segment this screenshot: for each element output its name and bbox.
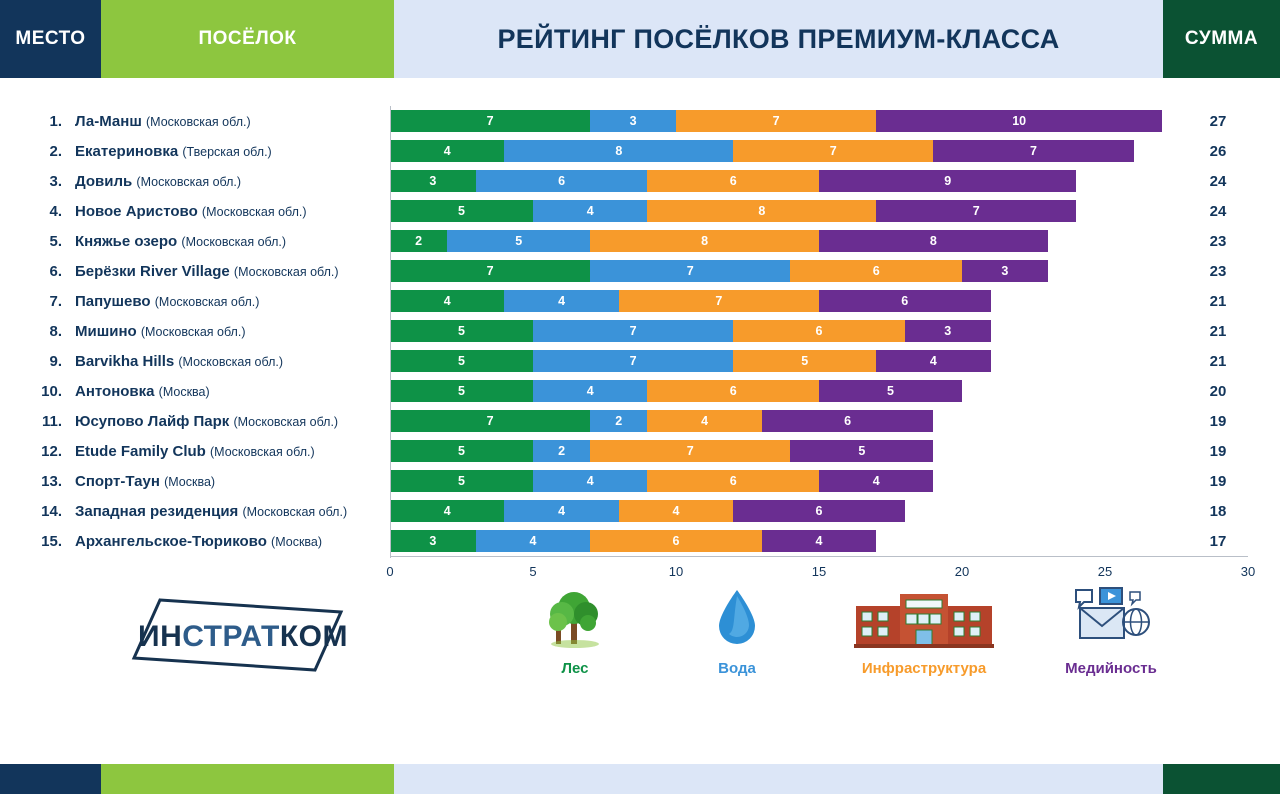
- row-rank: 11.: [41, 412, 62, 430]
- row-total: 19: [1209, 412, 1227, 430]
- table-row: [0, 286, 1280, 316]
- village-region: (Московская обл.): [178, 354, 284, 369]
- row-village-name: [75, 443, 385, 460]
- stacked-bar: [390, 410, 933, 432]
- stacked-bar: [390, 290, 991, 312]
- bar-segment-медийность: 9: [819, 170, 1076, 192]
- table-row: [0, 496, 1280, 526]
- legend-label-media: Медийность: [1065, 660, 1157, 677]
- bar-segment-медийность: 4: [819, 470, 933, 492]
- building-icon: [844, 582, 1004, 648]
- bar-segment-лес: 5: [390, 470, 533, 492]
- table-row: [0, 106, 1280, 136]
- village-region: (Московская обл.): [136, 174, 242, 189]
- bar-segment-медийность: 10: [876, 110, 1162, 132]
- row-rank: 5.: [49, 232, 62, 250]
- table-row: [0, 316, 1280, 346]
- row-village-name: [75, 533, 385, 550]
- row-village-name: [75, 293, 385, 310]
- row-village-name: [75, 503, 385, 520]
- stacked-bar: [390, 260, 1048, 282]
- row-rank: 15.: [41, 532, 62, 550]
- bar-segment-медийность: 4: [876, 350, 990, 372]
- village-region: (Московская обл.): [210, 444, 315, 459]
- row-total: 21: [1209, 322, 1227, 340]
- village-name-main: Новое Аристово: [75, 202, 202, 220]
- village-region: (Москва): [158, 384, 210, 399]
- bar-segment-вода: 7: [533, 320, 733, 342]
- stacked-bar: [390, 140, 1134, 162]
- village-name-main: Архангельское-Тюриково: [75, 532, 272, 550]
- row-total: 19: [1209, 442, 1227, 460]
- legend-label-infrastructure: Инфраструктура: [861, 660, 987, 677]
- village-name-main: Barvikha Hills: [75, 352, 179, 370]
- village-name-main: Мишино: [75, 322, 141, 340]
- stacked-bar: [390, 170, 1076, 192]
- row-village-name: [75, 263, 385, 280]
- table-row: [0, 166, 1280, 196]
- bar-segment-лес: 7: [390, 410, 590, 432]
- header-place-label: МЕСТО: [0, 0, 101, 78]
- logo-text-part1: ИН: [138, 620, 183, 653]
- logo-text-part3: КОМ: [279, 620, 348, 653]
- bar-segment-вода: 2: [590, 410, 647, 432]
- row-village-name: [75, 323, 385, 340]
- legend-label-forest: Лес: [561, 660, 589, 677]
- stacked-bar: [390, 470, 933, 492]
- village-region: (Московская обл.): [146, 114, 251, 129]
- village-name-main: Княжье озеро: [75, 232, 182, 250]
- legend-item-forest: [520, 582, 630, 677]
- row-total: 26: [1209, 142, 1227, 160]
- bar-segment-медийность: 4: [762, 530, 876, 552]
- ranking-rows: [0, 106, 1280, 556]
- stacked-bar: [390, 320, 991, 342]
- row-rank: 6.: [49, 262, 62, 280]
- bar-segment-лес: 7: [390, 260, 590, 282]
- village-name-main: Папушево: [75, 292, 155, 310]
- village-name-main: Спорт-Таун: [75, 472, 165, 490]
- table-row: [0, 436, 1280, 466]
- village-name-main: Антоновка: [75, 382, 159, 400]
- village-region: (Тверская обл.): [182, 144, 272, 159]
- table-row: [0, 346, 1280, 376]
- bar-segment-вода: 4: [504, 290, 618, 312]
- row-rank: 13.: [41, 472, 62, 490]
- bar-segment-вода: 4: [533, 380, 647, 402]
- tree-icon: [520, 582, 630, 648]
- x-tick-label: 15: [811, 564, 827, 579]
- table-row: [0, 406, 1280, 436]
- row-rank: 8.: [49, 322, 62, 340]
- row-total: 23: [1209, 232, 1227, 250]
- row-rank: 14.: [41, 502, 62, 520]
- bar-segment-вода: 8: [504, 140, 733, 162]
- row-total: 24: [1209, 202, 1227, 220]
- bar-segment-лес: 5: [390, 380, 533, 402]
- row-total: 21: [1209, 292, 1227, 310]
- bar-segment-лес: 5: [390, 350, 533, 372]
- x-tick-label: 0: [386, 564, 394, 579]
- bar-segment-инфраструктура: 7: [590, 440, 790, 462]
- village-name-main: Юсупово Лайф Парк: [75, 412, 234, 430]
- row-rank: 2.: [49, 142, 62, 160]
- village-region: (Московская обл.): [140, 324, 246, 339]
- media-icon: [1056, 582, 1166, 648]
- bar-segment-инфраструктура: 6: [647, 380, 819, 402]
- row-rank: 12.: [41, 442, 62, 460]
- bar-segment-инфраструктура: 5: [733, 350, 876, 372]
- header-bar: [0, 0, 1280, 78]
- village-name-main: Довиль: [75, 172, 137, 190]
- stacked-bar: [390, 110, 1162, 132]
- village-region: (Московская обл.): [181, 234, 287, 249]
- table-row: [0, 226, 1280, 256]
- table-row: [0, 136, 1280, 166]
- row-rank: 7.: [49, 292, 62, 310]
- village-region: (Московская обл.): [233, 414, 339, 429]
- row-total: 24: [1209, 172, 1227, 190]
- water-drop-icon: [682, 582, 792, 648]
- bar-segment-вода: 4: [533, 200, 647, 222]
- page-title: РЕЙТИНГ ПОСЁЛКОВ ПРЕМИУМ-КЛАССА: [394, 0, 1163, 78]
- bar-segment-медийность: 5: [790, 440, 933, 462]
- table-row: [0, 466, 1280, 496]
- bar-segment-вода: 4: [476, 530, 590, 552]
- logo-text-part2: СТРАТ: [182, 620, 280, 653]
- bar-segment-вода: 2: [533, 440, 590, 462]
- footer-strip-sum: [1163, 764, 1280, 794]
- row-total: 20: [1209, 382, 1227, 400]
- bar-segment-вода: 5: [447, 230, 590, 252]
- bar-segment-лес: 3: [390, 170, 476, 192]
- bar-segment-медийность: 7: [933, 140, 1133, 162]
- x-tick-label: 25: [1097, 564, 1113, 579]
- village-region: (Московская обл.): [233, 264, 339, 279]
- village-name-main: Ла-Манш: [75, 112, 146, 130]
- row-village-name: [75, 173, 385, 190]
- bar-segment-лес: 5: [390, 320, 533, 342]
- bar-segment-инфраструктура: 7: [733, 140, 933, 162]
- village-region: (Московская обл.): [154, 294, 260, 309]
- footer-strip-main: [394, 764, 1163, 794]
- bar-segment-вода: 4: [533, 470, 647, 492]
- village-region: (Москва): [271, 534, 323, 549]
- bar-segment-инфраструктура: 4: [619, 500, 733, 522]
- x-tick-label: 10: [668, 564, 684, 579]
- stacked-bar: [390, 350, 991, 372]
- bar-segment-медийность: 8: [819, 230, 1048, 252]
- row-rank: 3.: [49, 172, 62, 190]
- footer-bar: [0, 764, 1280, 794]
- row-total: 18: [1209, 502, 1227, 520]
- row-rank: 9.: [49, 352, 62, 370]
- legend-item-media: [1056, 582, 1166, 677]
- header-sum-label: СУММА: [1163, 0, 1280, 78]
- bar-segment-медийность: 6: [819, 290, 991, 312]
- footer-strip-place: [0, 764, 101, 794]
- table-row: [0, 376, 1280, 406]
- stacked-bar: [390, 230, 1048, 252]
- bar-segment-инфраструктура: 8: [647, 200, 876, 222]
- row-village-name: [75, 143, 385, 160]
- bar-segment-медийность: 6: [733, 500, 905, 522]
- bar-segment-медийность: 3: [905, 320, 991, 342]
- row-rank: 4.: [49, 202, 62, 220]
- row-total: 19: [1209, 472, 1227, 490]
- ranking-chart: [0, 78, 1280, 579]
- logo-text: [138, 620, 348, 654]
- y-axis-line: [390, 106, 391, 558]
- row-total: 17: [1209, 532, 1227, 550]
- bar-segment-вода: 7: [590, 260, 790, 282]
- row-total: 23: [1209, 262, 1227, 280]
- legend-label-water: Вода: [718, 660, 756, 677]
- bar-segment-медийность: 3: [962, 260, 1048, 282]
- bar-segment-лес: 4: [390, 290, 504, 312]
- legend-item-water: [682, 582, 792, 677]
- bar-segment-лес: 7: [390, 110, 590, 132]
- bar-segment-инфраструктура: 7: [676, 110, 876, 132]
- village-region: (Московская обл.): [201, 204, 307, 219]
- table-row: [0, 196, 1280, 226]
- bar-segment-лес: 5: [390, 440, 533, 462]
- row-village-name: [75, 353, 385, 370]
- bar-segment-инфраструктура: 6: [647, 470, 819, 492]
- table-row: [0, 526, 1280, 556]
- bar-segment-лес: 4: [390, 500, 504, 522]
- row-village-name: [75, 383, 385, 400]
- bar-segment-вода: 7: [533, 350, 733, 372]
- bar-segment-лес: 5: [390, 200, 533, 222]
- row-village-name: [75, 473, 385, 490]
- footer-content: [0, 568, 1280, 764]
- row-village-name: [75, 203, 385, 220]
- stacked-bar: [390, 500, 905, 522]
- bar-segment-инфраструктура: 7: [619, 290, 819, 312]
- header-village-label: ПОСЁЛОК: [101, 0, 394, 78]
- village-name-main: Берёзки River Village: [75, 262, 234, 280]
- x-axis-line: [390, 556, 1248, 557]
- village-name-main: Etude Family Club: [75, 442, 211, 460]
- row-rank: 10.: [41, 382, 62, 400]
- bar-segment-инфраструктура: 8: [590, 230, 819, 252]
- bar-segment-лес: 4: [390, 140, 504, 162]
- bar-segment-вода: 6: [476, 170, 648, 192]
- bar-segment-медийность: 6: [762, 410, 934, 432]
- footer-strip-village: [101, 764, 394, 794]
- village-region: (Москва): [164, 474, 216, 489]
- x-tick-label: 30: [1240, 564, 1256, 579]
- chart-legend: [520, 582, 1166, 677]
- bar-segment-медийность: 5: [819, 380, 962, 402]
- stacked-bar: [390, 530, 876, 552]
- bar-segment-вода: 4: [504, 500, 618, 522]
- bar-segment-инфраструктура: 6: [590, 530, 762, 552]
- bar-segment-медийность: 7: [876, 200, 1076, 222]
- row-total: 21: [1209, 352, 1227, 370]
- bar-segment-инфраструктура: 4: [647, 410, 761, 432]
- village-region: (Московская обл.): [242, 504, 348, 519]
- table-row: [0, 256, 1280, 286]
- row-village-name: [75, 233, 385, 250]
- legend-item-infrastructure: [844, 582, 1004, 677]
- x-tick-label: 20: [954, 564, 970, 579]
- stacked-bar: [390, 380, 962, 402]
- bar-segment-вода: 3: [590, 110, 676, 132]
- village-name-main: Екатериновка: [75, 142, 183, 160]
- bar-segment-инфраструктура: 6: [790, 260, 962, 282]
- village-name-main: Западная резиденция: [75, 502, 243, 520]
- row-village-name: [75, 113, 385, 130]
- x-tick-label: 5: [529, 564, 537, 579]
- row-rank: 1.: [49, 112, 62, 130]
- bar-segment-инфраструктура: 6: [647, 170, 819, 192]
- row-village-name: [75, 413, 385, 430]
- stacked-bar: [390, 200, 1076, 222]
- bar-segment-лес: 3: [390, 530, 476, 552]
- bar-segment-лес: 2: [390, 230, 447, 252]
- company-logo: [130, 596, 350, 676]
- stacked-bar: [390, 440, 933, 462]
- bar-segment-инфраструктура: 6: [733, 320, 905, 342]
- row-total: 27: [1209, 112, 1227, 130]
